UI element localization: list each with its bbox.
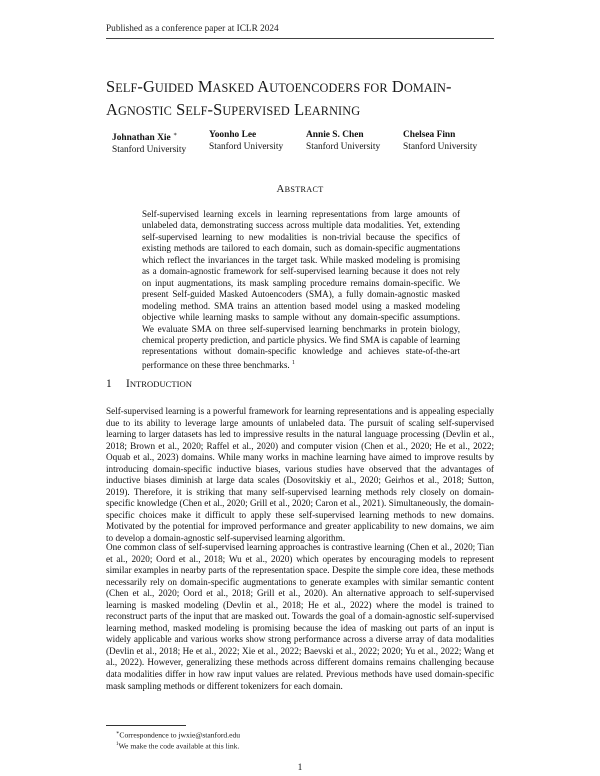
header-rule <box>106 38 494 39</box>
page-number: 1 <box>297 763 303 773</box>
author-affiliation: Stanford University <box>403 142 478 152</box>
author-name: Johnathan Xie <box>112 133 171 144</box>
section-number: 1 <box>106 378 112 390</box>
author-name: Chelsea Finn <box>403 130 456 140</box>
author-3 <box>306 129 380 153</box>
intro-paragraph-2: One common class of self-supervised learning approaches is contrastive learning (Chen et al., 2020; Tian et al., 2020; Oord et al., 2018; Wu et al., 2020) which operates by encouraging models to represent similar examples in nearby parts of the representation space. Despite the simple core idea, these methods necessarily rely on domain-specific augmentations to generate examples with similar semantic content (Chen et al., 2020; Oord et al., 2018; Grill et al., 2020). An alternative approach to self-supervised learning is masked modeling (Devlin et al., 2018; He et al., 2022) where the model is trained to reconstruct parts of the input that are masked out. Towards the goal of a domain-agnostic self-supervised learning method, masked modeling is promising because the idea of masking out parts of an input is widely applicable and various works show strong performance across a diverse array of data modalities (Devlin et al., 2018; He et al., 2022; Xie et al., 2022; Baevski et al., 2022; 2020; Yu et al., 2022; Wang et al., 2022). However, generalizing these methods across different domains remains challenging because data modalities differ in how raw input values are related. Previous methods have used domain-specific mask sampling methods or different tokenizers for each domain. <box>106 542 494 691</box>
title-line-2: AGNOSTIC SELF-SUPERVISED LEARNING <box>106 100 361 119</box>
footnote-code: $^1$We make the code available at this link. <box>116 741 240 751</box>
abstract-heading: ABSTRACT <box>276 183 324 195</box>
author-2 <box>209 129 283 153</box>
author-name: Annie S. Chen <box>306 130 364 140</box>
author-affiliation: Stanford University <box>209 142 284 152</box>
running-header: Published as a conference paper at ICLR 2024 <box>106 24 279 34</box>
footnote-correspondence: ∗Correspondence to jwxie@stanford.edu <box>116 730 241 740</box>
footnotes <box>116 729 496 751</box>
section-heading-introduction: 1 INTRODUCTION <box>106 378 192 390</box>
correspondence-email-link[interactable]: Correspondence to jwxie@stanford.edu <box>119 730 241 740</box>
title-line-1: SELF-GUIDED MASKED AUTOENCODERS FOR DOMAIN- <box>106 77 452 96</box>
intro-paragraph-1: Self-supervised learning is a powerful framework for learning representations and is appealing especially due to its ability to leverage large amounts of unlabeled data. The pursuit of scaling self-supervised learning to larger datasets has led to impressive results in the natural language processing (Devlin et al., 2018; Brown et al., 2020; Raffel et al., 2020) and computer vision (Chen et al., 2020; He et al., 2022; Oquab et al., 2023) domains. While many works in machine learning have aimed to improve results by introducing domain-specific inductive biases, various studies have observed that the advantages of inductive biases diminish at large data scales (Dosovitskiy et al., 2020; Geirhos et al., 2018; Sutton, 2019). Therefore, it is striking that many self-supervised learning methods rely closely on domain-specific knowledge (Chen et al., 2020; Grill et al., 2020; Caron et al., 2021). Simultaneously, the domain-specific choices make it difficult to apply these self-supervised learning methods to new domains. Motivated by the potential for improved performance and greater applicability to new domains, we aim to develop a domain-agnostic self-supervised learning algorithm. <box>106 406 494 544</box>
code-link[interactable]: We make the code available at this link. <box>118 741 240 751</box>
footnote-rule <box>106 725 186 726</box>
author-affiliation: Stanford University <box>306 142 381 152</box>
correspondence-mark: ∗ <box>172 132 178 138</box>
author-4 <box>403 129 477 153</box>
footnote-mark-link[interactable]: 1 <box>292 359 295 366</box>
paper-title <box>106 76 506 122</box>
author-name: Yoonho Lee <box>209 130 257 140</box>
abstract-body: Self-supervised learning excels in learning representations from large amounts of unlabeled data, demonstrating success across multiple data modalities. Yet, extending self-supervised learning to new modalities is non-trivial because the specifics of existing methods are tailored to each domain, such as domain-specific augmentations which reflect the invariances in the target task. While masked modeling is promising as a domain-agnostic framework for self-supervised learning because it does not rely on input augmentations, its mask sampling procedure remains domain-specific. We present Self-guided Masked Autoencoders (SMA), a fully domain-agnostic masked modeling method. SMA trains an attention based model using a masked modeling objective while learning masks to sample without any domain-specific assumptions. We evaluate SMA on three self-supervised learning benchmarks in protein biology, chemical property prediction, and particle physics. We find SMA is capable of learning representations without domain-specific knowledge and achieves state-of-the-art performance on these three benchmarks. <box>142 209 460 370</box>
author-1 <box>112 129 186 156</box>
author-affiliation: Stanford University <box>112 145 187 156</box>
abstract-text <box>142 209 460 371</box>
